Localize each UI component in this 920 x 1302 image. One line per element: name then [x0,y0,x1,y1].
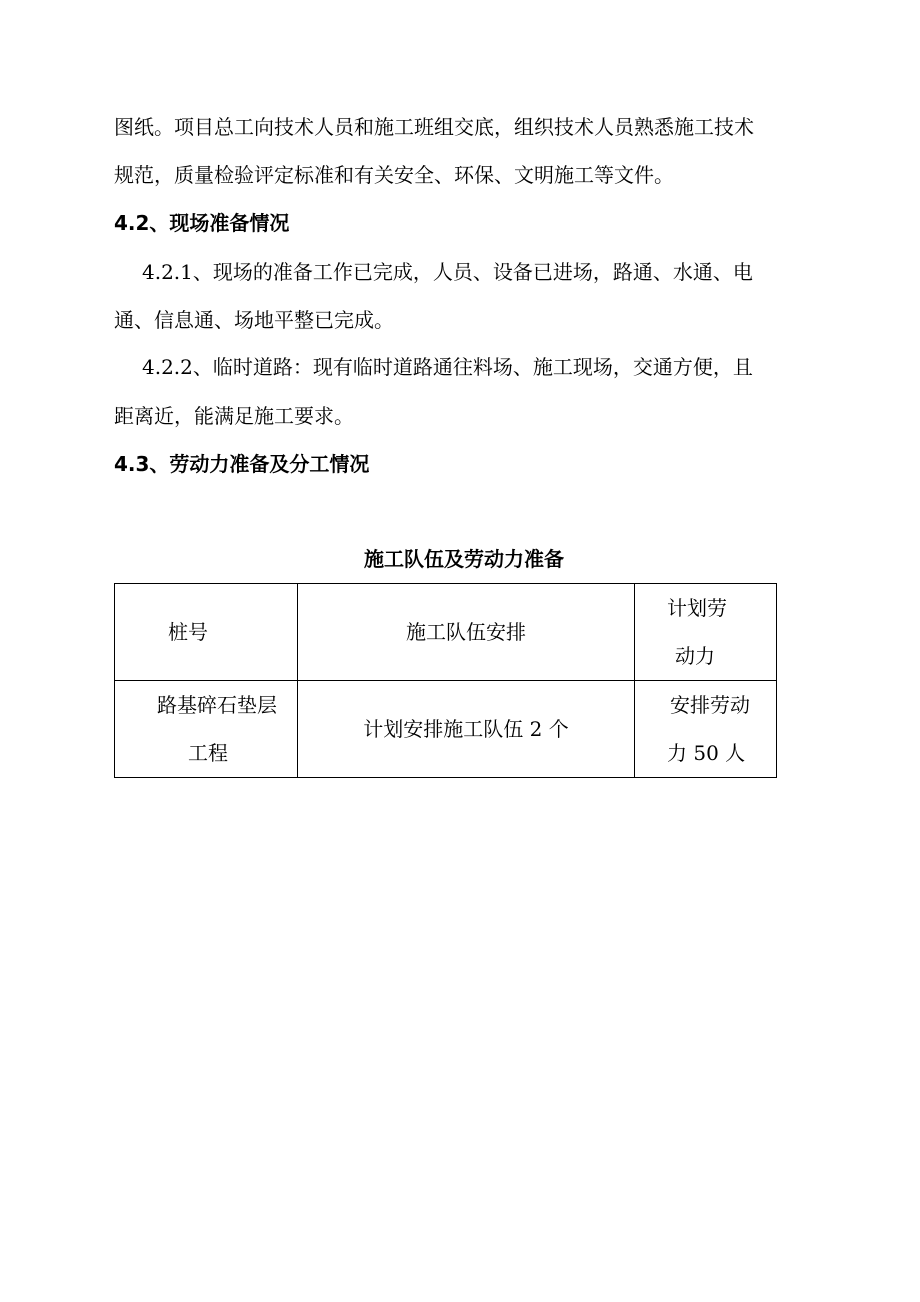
header-cell-station [115,584,298,681]
paragraph-line: 4.2.1、现场的准备工作已完成，人员、设备已进场，路通、水通、电 [142,260,753,284]
labor-value-line2: 力 50 人 [667,741,746,765]
header-team-label: 施工队伍安排 [406,620,526,644]
labor-value-line1: 安排劳动 [670,693,750,717]
row-cell-station [115,681,298,778]
paragraph-line: 规范，质量检验评定标准和有关安全、环保、文明施工等文件。 [114,163,674,187]
station-value-line1: 路基碎石垫层 [157,693,277,717]
section-heading-4-3: 4.3、劳动力准备及分工情况 [114,452,370,476]
header-labor-label-line1: 计划劳 [667,596,727,620]
header-cell-team [298,584,635,681]
header-labor-label-line2: 动力 [675,644,715,668]
header-cell-labor [635,584,777,681]
station-value-line2: 工程 [188,741,228,765]
paragraph-line: 通、信息通、场地平整已完成。 [114,308,394,332]
labor-table [114,583,777,778]
paragraph-line: 4.2.2、临时道路：现有临时道路通往料场、施工现场，交通方便，且 [142,355,753,379]
section-heading-4-2: 4.2、现场准备情况 [114,211,290,235]
header-station-label: 桩号 [168,620,208,644]
table-header-row [115,584,777,681]
table-title: 施工队伍及劳动力准备 [364,547,564,571]
paragraph-line: 图纸。项目总工向技术人员和施工班组交底，组织技术人员熟悉施工技术 [114,115,754,139]
paragraph-line: 距离近，能满足施工要求。 [114,404,354,428]
team-value: 计划安排施工队伍 2 个 [363,717,569,741]
row-cell-labor [635,681,777,778]
row-cell-team [298,681,635,778]
table-row [115,681,777,778]
